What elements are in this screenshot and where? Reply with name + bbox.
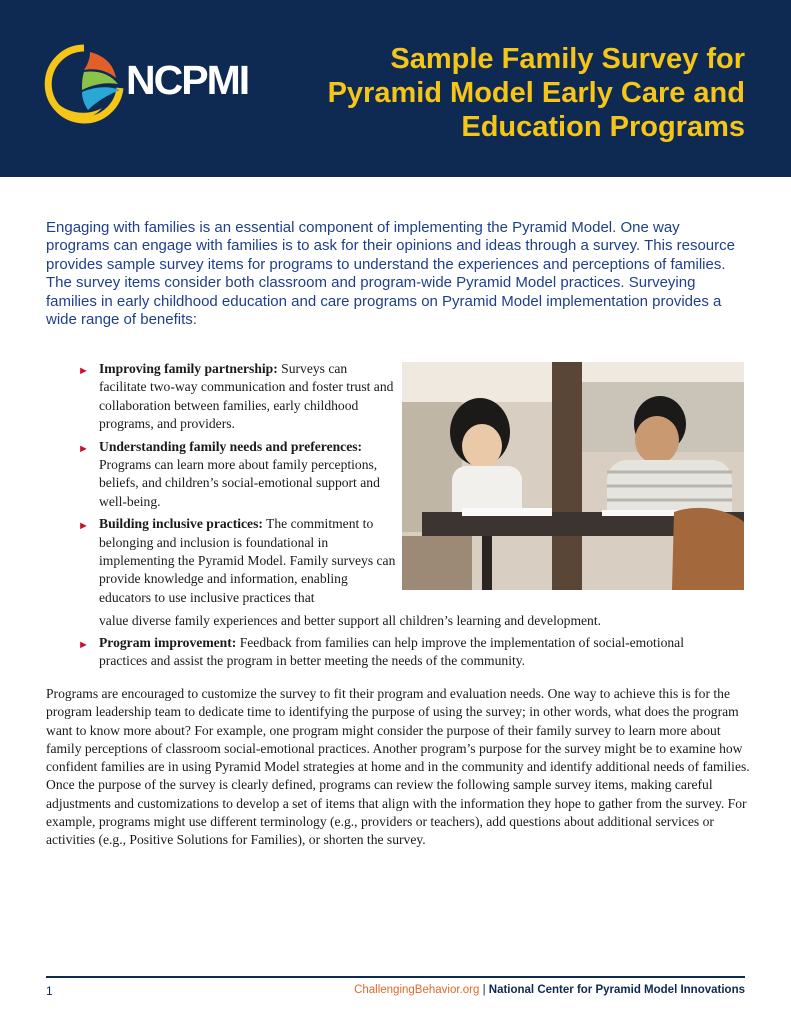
bullet-text: The commitment to belonging and inclusion is foundational in implementing the Pyramid Model. Family surveys can provide knowledge and information, enabling educators to use inclusive practices that — [99, 516, 396, 605]
triangle-right-icon: ► — [78, 442, 89, 455]
body-paragraph: Programs are encouraged to customize the survey to fit their program and evaluation needs. One way to achieve this is for the program leadership team to dedicate time to identifying the purpose of using the survey; in other words, what does the program want to know more about? For example, one program might consider the purpose of their family survey to learn more about family perceptions of classroom social-emotional practices. Another program’s purpose for the survey might be to examine how confident families are in using Pyramid Model strategies at home and in the community and identify additional needs of families. Once the purpose of the survey is clearly defined, programs can review the following sample survey items, making careful adjustments and customizations to develop a set of items that align with the information they hope to gather from the survey. For example, programs might use different terminology (e.g., providers or teachers), add questions about additional services or activities (e.g., Positive Solutions for Families), or shorten the survey. — [46, 686, 750, 848]
bullet-label: Understanding family needs and preferences: — [99, 438, 363, 454]
intro-paragraph: Engaging with families is an essential component of implementing the Pyramid Model. One way programs can engage with families is to ask for their opinions and ideas through a survey. This resource provides sample survey items for programs to understand the experiences and perceptions of families. The survey items consider both classroom and program-wide Pyramid Model practices. Surveying families in early childhood education and care programs on Pyramid Model implementation provides a wide range of benefits: — [46, 219, 735, 329]
triangle-right-icon: ► — [78, 520, 89, 533]
list-item — [78, 515, 399, 607]
list-item — [78, 360, 394, 434]
page-number: 1 — [46, 984, 53, 998]
bullet-text: Feedback from families can help improve the implementation of social-emotional practices and assist the program in better meeting the needs of the community. — [99, 635, 684, 669]
bullet-text: Programs can learn more about family perceptions, beliefs, and children’s social-emotional support and well-being. — [99, 457, 380, 509]
org-name: National Center for Pyramid Model Innovations — [488, 984, 745, 996]
benefits-list — [78, 360, 698, 611]
page-title: Sample Family Survey for Pyramid Model Early Care and Education Programs — [327, 43, 745, 143]
header-band — [0, 0, 791, 177]
logo-wordmark: NCPMI — [126, 57, 249, 103]
triangle-right-icon: ► — [78, 365, 89, 377]
triangle-right-icon: ► — [78, 639, 89, 651]
list-item — [78, 634, 698, 671]
bullet-continuation: value diverse family experiences and better support all children’s learning and development. — [99, 613, 602, 628]
list-item — [78, 438, 394, 512]
bullet-text: Surveys can facilitate two-way communication and foster trust and collaboration between families, early childhood programs, and providers. — [99, 361, 394, 432]
benefits-list-continued — [78, 634, 698, 675]
footer-credit — [354, 984, 745, 996]
bullet-label: Building inclusive practices: — [99, 516, 263, 532]
bullet-label: Improving family partnership: — [99, 361, 278, 376]
bullet-label: Program improvement: — [99, 635, 237, 650]
website-link[interactable]: ChallengingBehavior.org — [354, 984, 480, 996]
footer-divider — [46, 976, 745, 978]
footer-separator: | — [479, 984, 489, 996]
ncpmi-swoosh-icon — [44, 44, 126, 124]
ncpmi-logo — [44, 44, 254, 124]
